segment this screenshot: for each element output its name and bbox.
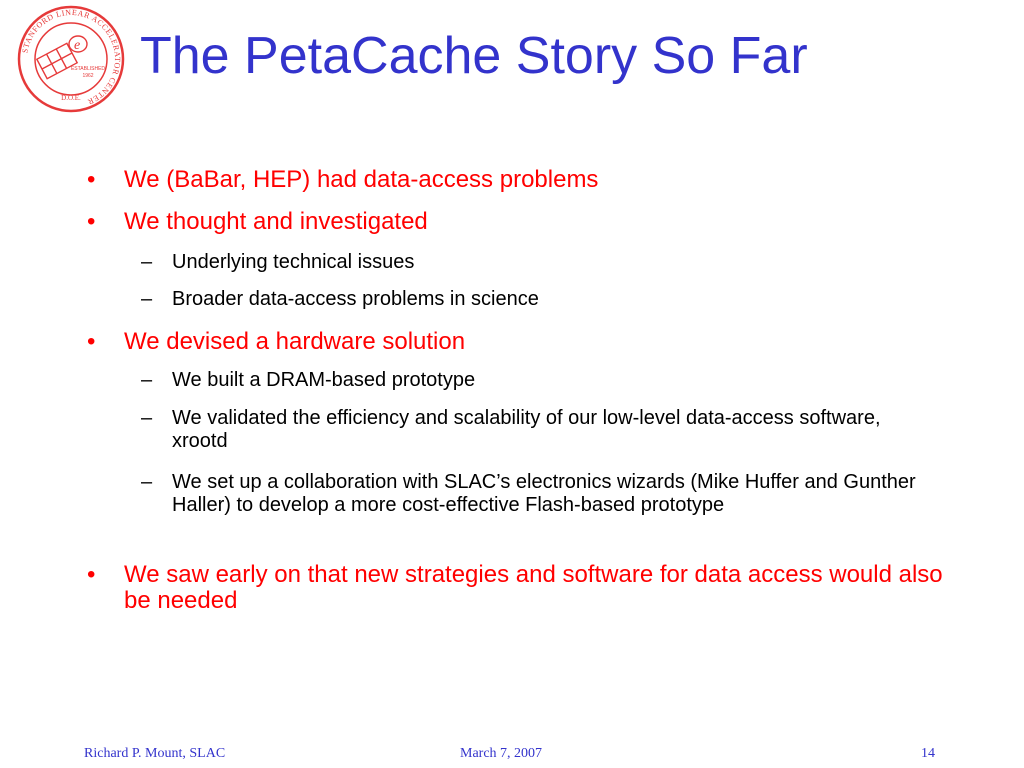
bullet-text: We saw early on that new strategies and software for data access would also be needed bbox=[124, 561, 943, 614]
bullet-text: We devised a hardware solution bbox=[124, 328, 466, 355]
bullet-icon: • bbox=[87, 328, 96, 355]
logo-center-line-2: 1962 bbox=[82, 73, 94, 79]
logo-emblem-letter: e bbox=[74, 38, 81, 53]
sub-bullet-text: Broader data-access problems in science bbox=[172, 288, 539, 310]
sub-bullet-text: Underlying technical issues bbox=[172, 251, 415, 273]
logo-ring-text: STANFORD LINEAR ACCELERATOR CENTER bbox=[20, 7, 123, 107]
logo-center-line-1: ESTABLISHED bbox=[70, 66, 106, 72]
sub-bullet-item bbox=[141, 288, 932, 311]
bullet-item bbox=[87, 208, 944, 235]
sub-bullet-text: We built a DRAM-based prototype bbox=[172, 369, 476, 391]
footer-page-number: 14 bbox=[921, 746, 935, 761]
bullet-item bbox=[87, 166, 944, 193]
sub-bullet-text: We set up a collaboration with SLAC’s electronics wizards (Mike Huffer and Gunther Haller) to develop a more cost-effective Flash-based prototype bbox=[172, 471, 916, 516]
bullet-icon: • bbox=[87, 166, 96, 193]
logo-bottom-text: D.O.E. bbox=[61, 94, 81, 102]
sub-bullet-item bbox=[141, 251, 932, 274]
slac-logo-seal bbox=[6, 4, 136, 114]
sub-bullet-text: We validated the efficiency and scalability of our low-level data-access software, xrootd bbox=[172, 407, 881, 452]
sub-bullet-item bbox=[141, 471, 932, 517]
bullet-text: We thought and investigated bbox=[124, 208, 428, 235]
bullet-item bbox=[87, 328, 944, 355]
bullet-icon: • bbox=[87, 208, 96, 235]
sub-bullet-item bbox=[141, 369, 932, 392]
dash-icon: – bbox=[141, 407, 153, 429]
dash-icon: – bbox=[141, 369, 153, 391]
bullet-icon: • bbox=[87, 561, 96, 588]
dash-icon: – bbox=[141, 251, 153, 273]
sub-bullet-item bbox=[141, 407, 932, 453]
footer-date: March 7, 2007 bbox=[460, 746, 543, 761]
dash-icon: – bbox=[141, 288, 153, 310]
footer-author: Richard P. Mount, SLAC bbox=[84, 746, 226, 761]
bullet-text: We (BaBar, HEP) had data-access problems bbox=[124, 166, 599, 193]
dash-icon: – bbox=[141, 471, 153, 493]
bullet-item bbox=[87, 561, 944, 614]
slide-title: The PetaCache Story So Far bbox=[140, 27, 808, 85]
